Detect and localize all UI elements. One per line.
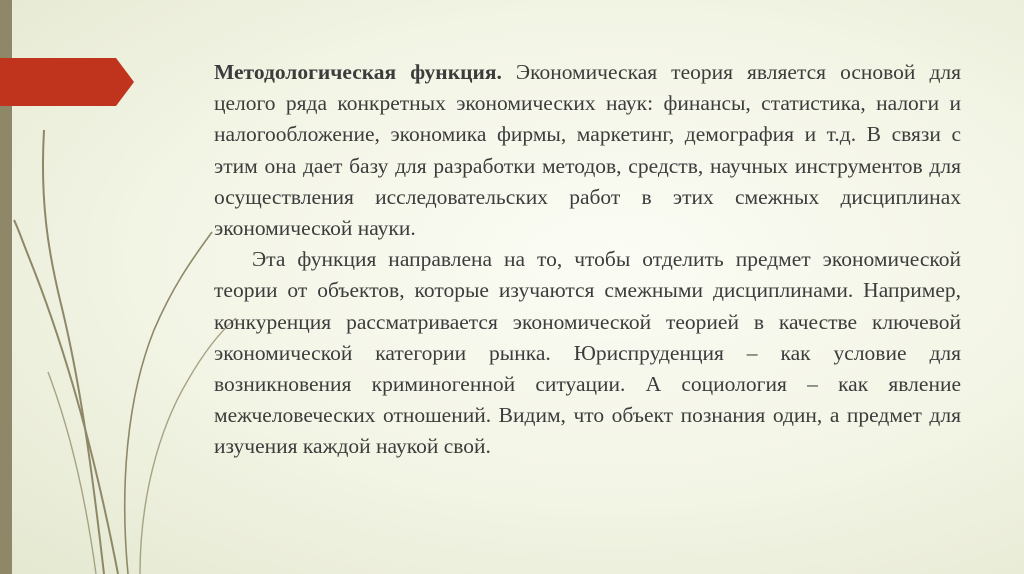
red-arrow-marker	[0, 58, 134, 106]
slide-text-content	[214, 57, 961, 463]
paragraph-methodological-function	[214, 57, 961, 244]
term-methodological-function: Методологическая функция.	[214, 60, 502, 84]
paragraph1-text: Экономическая теория является основой для целого ряда конкретных экономических наук: финансы, статистика, налоги и налогообложение, экономика фирмы, маркетинг, демография и т.д. В связи с этим она дает базу для разработки методов, средств, научных инструментов для осуществления исследовательских работ в этих смежных дисциплинах экономической науки.	[214, 60, 962, 241]
paragraph-function-purpose: Эта функция направлена на то, чтобы отделить предмет экономической теории от объектов, которые изучаются смежными дисциплинами. Например, конкуренция рассматривается экономической теорией в качестве ключевой экономической категории рынка. Юриспруденция – как условие для возникновения криминогенной ситуации. А социология – как явление межчеловеческих отношений. Видим, что объект познания один, а предмет для изучения каждой наукой свой.	[214, 247, 961, 459]
